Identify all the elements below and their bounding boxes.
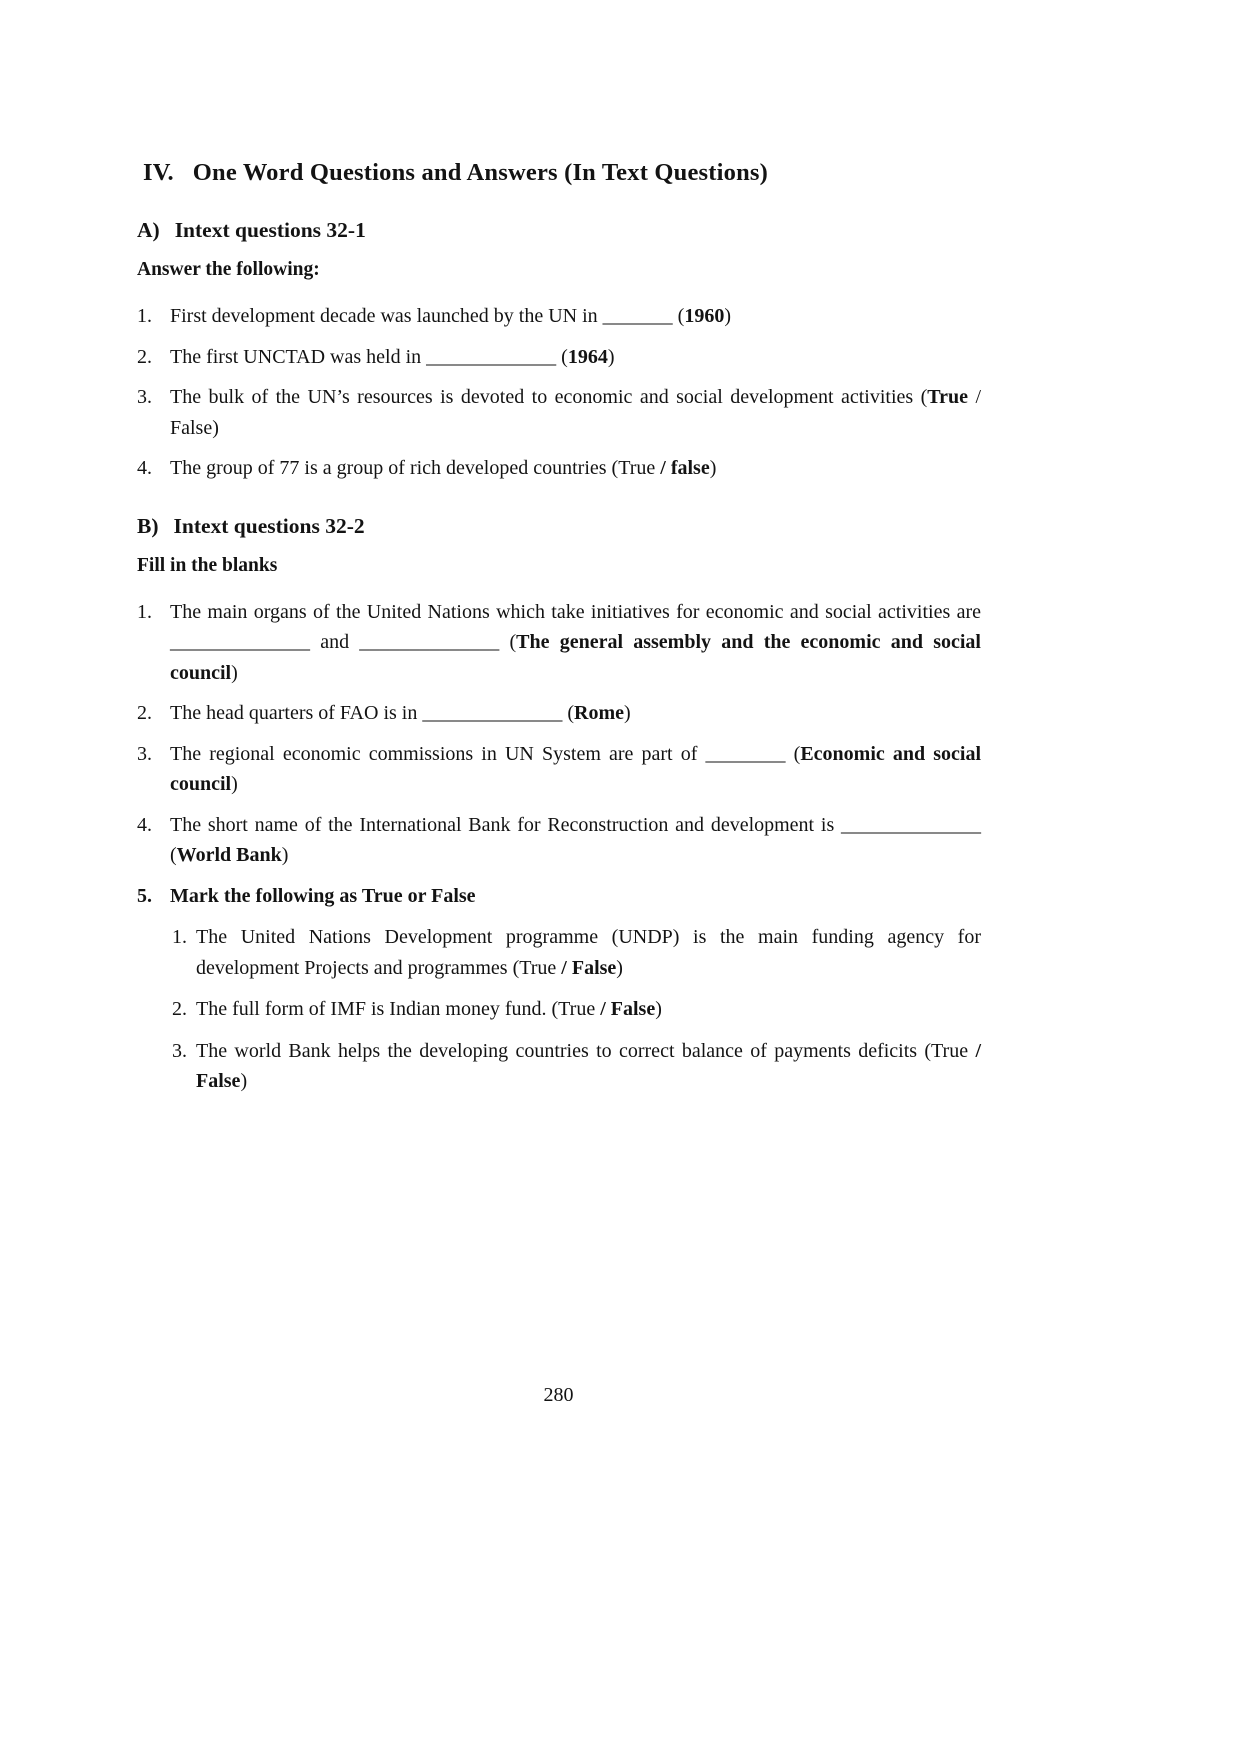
- answer-text: 1964: [567, 345, 608, 368]
- question-item: [137, 453, 981, 484]
- answer-text: / False: [561, 956, 617, 979]
- section-heading-text: Intext questions 32-1: [174, 218, 366, 242]
- item-number: 4.: [137, 813, 152, 836]
- document-section: [137, 217, 981, 484]
- question-text: ): [655, 998, 662, 1020]
- question-text: ): [281, 844, 289, 866]
- sub-question-item: [172, 994, 981, 1025]
- answer-text: Economic and social council: [170, 742, 982, 795]
- question-text: First development decade was launched by the UN in: [170, 305, 603, 327]
- title-number: IV.: [143, 159, 174, 186]
- item-number: 2.: [172, 998, 187, 1020]
- item-text: [170, 301, 981, 332]
- answer-text: The general assembly and the economic and social council: [170, 631, 981, 684]
- answer-text: Mark the following as True or False: [170, 884, 476, 907]
- blank-line: ______________: [422, 702, 563, 724]
- question-text: (: [499, 631, 517, 653]
- question-text: The bulk of the UN’s resources is devoted to economic and social development activities (: [170, 386, 928, 408]
- question-text: The head quarters of FAO is in: [170, 702, 423, 724]
- page-number: 280: [543, 1384, 574, 1406]
- section-heading-text: Intext questions 32-2: [173, 513, 365, 538]
- subitem-list: [172, 922, 981, 1097]
- page-title: [143, 158, 981, 188]
- question-text: ): [231, 661, 238, 684]
- blank-line: ______________: [841, 813, 981, 836]
- answer-text: / False: [196, 1039, 981, 1092]
- question-text: ): [624, 702, 631, 724]
- question-item: [137, 382, 981, 443]
- sub-question-item: [172, 922, 981, 983]
- item-number: 3.: [137, 742, 152, 765]
- question-item: [137, 810, 981, 871]
- item-number: 1.: [172, 926, 187, 948]
- question-text: The group of 77 is a group of rich developed countries (True: [170, 457, 661, 479]
- blank-line: ________: [705, 742, 786, 765]
- question-text: The United Nations Development programme (UNDP) is the main funding agency for development Projects and programmes (True: [196, 926, 981, 979]
- section-instruction: Answer the following:: [137, 259, 320, 280]
- question-item: [137, 342, 981, 373]
- item-text: [170, 453, 981, 484]
- item-number: 2.: [137, 702, 152, 724]
- answer-text: 1960: [684, 305, 725, 327]
- question-text: ): [724, 305, 731, 327]
- item-text: [196, 922, 981, 983]
- question-text: and: [310, 631, 360, 653]
- document-section: [137, 513, 981, 1108]
- answer-text: True: [927, 386, 968, 408]
- sub-question-item: [172, 1036, 981, 1097]
- question-text: (: [785, 742, 801, 765]
- title-text: One Word Questions and Answers (In Text Questions): [192, 159, 769, 186]
- item-number: 3.: [172, 1039, 187, 1062]
- blank-line: ______________: [359, 631, 500, 653]
- item-number: 5.: [137, 884, 152, 907]
- question-text: The regional economic commissions in UN System are part of: [170, 742, 706, 765]
- question-list: [137, 301, 981, 484]
- sections: [137, 217, 981, 1108]
- question-text: ): [709, 457, 717, 479]
- question-text: ): [607, 345, 615, 368]
- question-text: ): [240, 1070, 248, 1092]
- section-label: B): [137, 513, 159, 538]
- question-item: [137, 597, 981, 689]
- question-text: ): [616, 956, 623, 979]
- section-label: A): [137, 218, 160, 242]
- question-text: ): [231, 773, 238, 795]
- answer-text: Rome: [574, 702, 624, 724]
- section-heading: [137, 217, 981, 244]
- section-instruction: Fill in the blanks: [137, 554, 278, 576]
- item-text: [170, 597, 981, 689]
- item-text: [170, 810, 981, 871]
- question-item: [137, 301, 981, 332]
- item-text: [170, 342, 981, 373]
- question-item: [137, 881, 981, 1108]
- item-text: [196, 994, 981, 1025]
- answer-text: / false: [660, 457, 710, 479]
- question-list: [137, 597, 981, 1108]
- item-text: [170, 698, 981, 729]
- question-text: (: [556, 345, 568, 368]
- item-text: [170, 881, 981, 1108]
- question-text: The first UNCTAD was held in: [170, 345, 427, 368]
- question-item: [137, 698, 981, 729]
- item-text: [170, 739, 981, 800]
- question-item: [137, 739, 981, 800]
- question-text: The full form of IMF is Indian money fund. (True: [196, 998, 601, 1020]
- item-number: 3.: [137, 386, 152, 408]
- item-number: 1.: [137, 305, 152, 327]
- question-text: The main organs of the United Nations which take initiatives for economic and social activities are: [170, 600, 981, 623]
- question-text: The world Bank helps the developing countries to correct balance of payments deficits (True: [196, 1039, 976, 1062]
- question-text: (: [562, 702, 575, 724]
- question-text: (: [672, 305, 685, 327]
- blank-line: ______________: [170, 631, 310, 653]
- item-text: [196, 1036, 981, 1097]
- blank-line: _______: [602, 305, 673, 327]
- item-number: 2.: [137, 345, 152, 368]
- item-number: 4.: [137, 457, 152, 479]
- question-text: The short name of the International Bank for Reconstruction and development is: [170, 813, 841, 836]
- answer-text: / False: [600, 998, 656, 1020]
- answer-text: World Bank: [176, 844, 282, 866]
- item-number: 1.: [137, 600, 152, 623]
- item-text: [170, 382, 981, 443]
- question-text: / False): [170, 386, 981, 439]
- section-heading: [137, 513, 981, 540]
- blank-line: _____________: [426, 345, 557, 368]
- question-text: (: [170, 844, 177, 866]
